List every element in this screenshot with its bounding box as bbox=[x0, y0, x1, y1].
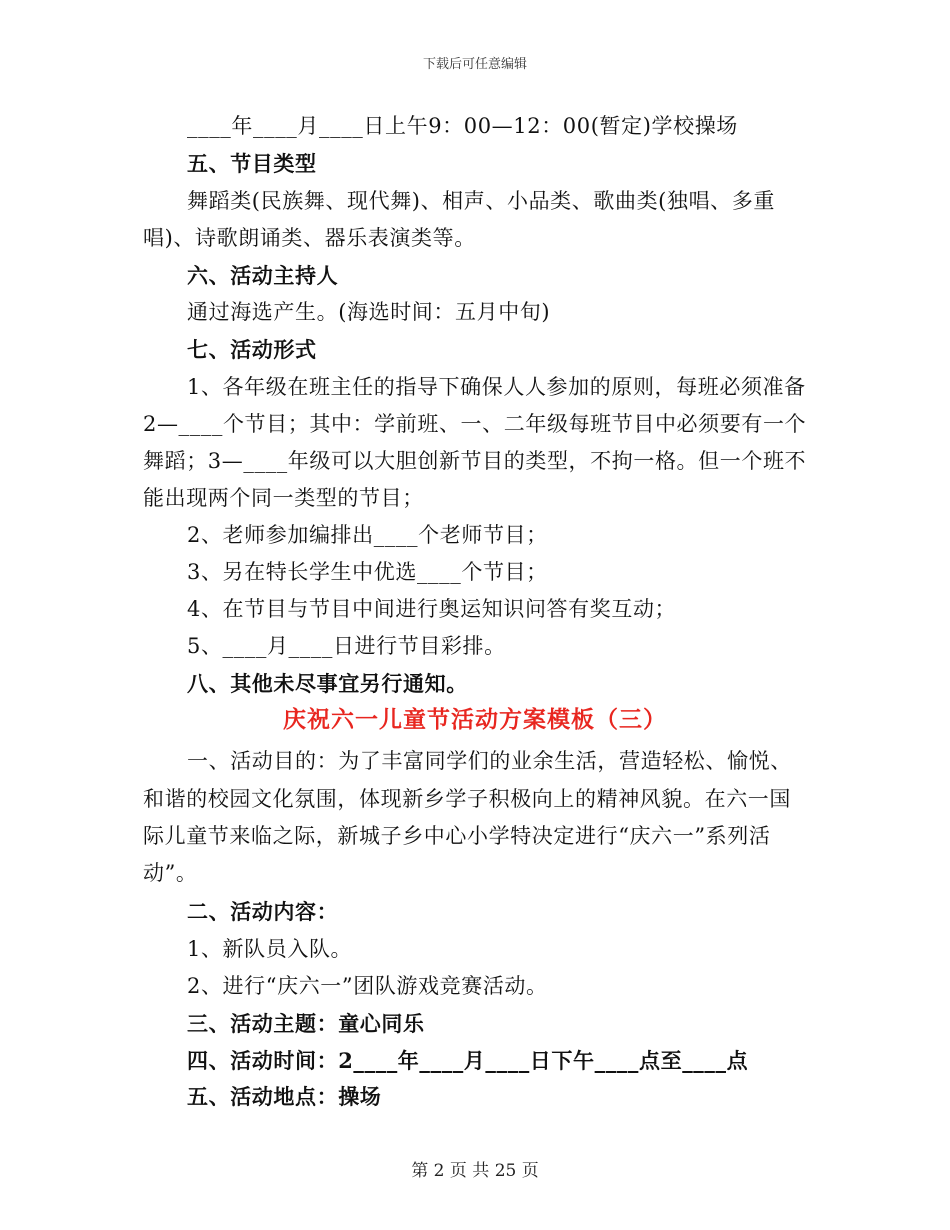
format-item-1-line-3: 舞蹈；3—____年级可以大胆创新节目的类型，不拘一格。但一个班不 bbox=[143, 449, 807, 473]
section-heading-time: 四、活动时间：2____年____月____日下午____点至____点 bbox=[187, 1048, 749, 1073]
section-heading-content: 二、活动内容： bbox=[187, 899, 339, 924]
content-item-1: 1、新队员入队。 bbox=[187, 937, 353, 961]
page-header: 下载后可任意编辑 bbox=[422, 57, 527, 72]
format-item-2: 2、老师参加编排出____个老师节目； bbox=[187, 523, 548, 547]
purpose-line-2: 和谐的校园文化氛围，体现新乡学子积极向上的精神风貌。在六一国 bbox=[143, 787, 791, 811]
event-time-line: ____年____月____日上午9：00—12：00(暂定)学校操场 bbox=[187, 114, 738, 138]
section-heading-location: 五、活动地点：操场 bbox=[187, 1084, 382, 1109]
format-item-1-line-4: 能出现两个同一类型的节目； bbox=[143, 486, 424, 510]
section-heading-host: 六、活动主持人 bbox=[187, 263, 339, 288]
section-heading-format: 七、活动形式 bbox=[187, 337, 317, 362]
page-footer: 第 2 页 共 25 页 bbox=[411, 1161, 539, 1181]
purpose-line-1: 一、活动目的：为了丰富同学们的业余生活，营造轻松、愉悦、 bbox=[187, 749, 792, 773]
host-text: 通过海选产生。(海选时间：五月中旬) bbox=[187, 300, 551, 324]
purpose-line-3: 际儿童节来临之际，新城子乡中心小学特决定进行“庆六一”系列活 bbox=[143, 824, 771, 848]
program-type-text-2: 唱)、诗歌朗诵类、器乐表演类等。 bbox=[143, 226, 476, 250]
section-heading-theme: 三、活动主题：童心同乐 bbox=[187, 1011, 425, 1036]
format-item-1-line-1: 1、各年级在班主任的指导下确保人人参加的原则，每班必须准备 bbox=[187, 375, 806, 399]
section-title: 庆祝六一儿童节活动方案模板（三） bbox=[283, 706, 667, 733]
format-item-3: 3、另在特长学生中优选____个节目； bbox=[187, 560, 548, 584]
format-item-1-line-2: 2—____个节目；其中：学前班、一、二年级每班节目中必须要有一个 bbox=[143, 412, 807, 436]
program-type-text-1: 舞蹈类(民族舞、现代舞)、相声、小品类、歌曲类(独唱、多重 bbox=[187, 189, 775, 213]
format-item-5: 5、____月____日进行节目彩排。 bbox=[187, 634, 506, 658]
format-item-4: 4、在节目与节目中间进行奥运知识问答有奖互动； bbox=[187, 597, 677, 621]
section-heading-program-type: 五、节目类型 bbox=[187, 151, 317, 176]
content-item-2: 2、进行“庆六一”团队游戏竞赛活动。 bbox=[187, 974, 548, 998]
purpose-line-4: 动”。 bbox=[143, 861, 198, 885]
section-heading-other: 八、其他未尽事宜另行通知。 bbox=[187, 671, 468, 696]
